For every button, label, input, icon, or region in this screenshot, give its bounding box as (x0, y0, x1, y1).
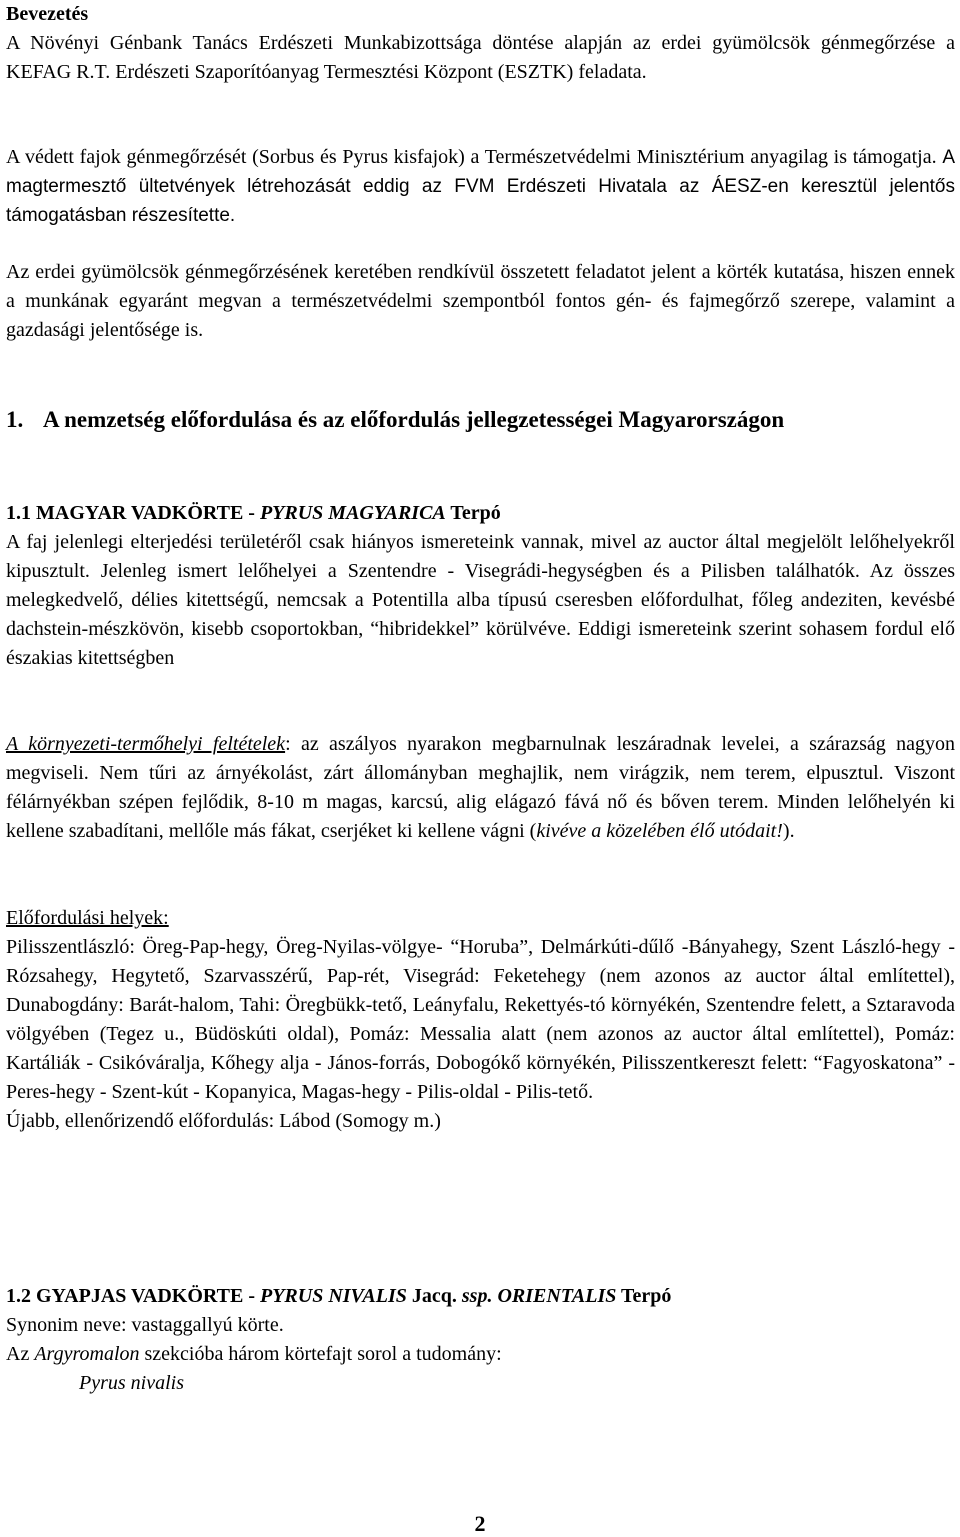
paragraph-1: A Növényi Génbank Tanács Erdészeti Munkabizottsága döntése alapján az erdei gyümölcsök génmegőrzése a KEFAG R.T. Erdészeti Szaporítóanyag Termesztési Központ (ESZTK) feladata. (6, 32, 955, 83)
s11-body-b: körülvéve. Eddigi ismereteink szerint sohasem fordul elő északias kitettségben (6, 618, 955, 669)
section-1-number: 1. (6, 407, 24, 432)
p2-part-b: A magtermesztő ültetvények létrehozását eddig az FVM Erdészeti Hivatala az ÁESZ-en keresztül jelentős támogatásban részesítette. (6, 147, 955, 226)
section-1-1 (6, 499, 955, 673)
environment-paragraph (6, 730, 955, 846)
environment-text-italic: kivéve a közelében élő utódait! (536, 820, 783, 842)
environment-text-a: : az aszályos nyarakon megbarnulnak leszáradnak levelei, a szárazság nagyon megviseli. Nem tűri az árnyékolást, zárt állományban meghajlik, nem virágzik, nem terem, elpusztul. Viszont félárnyékban szépen fejlődik, 8-10 m magas, karcsú, alig elágazó fává nő és bőven terem. Minden lelőhelyén ki kellene szabadítani, mellőle más fákat, cserjéket ki kellene vágni ( (6, 733, 956, 842)
argy-b: szekcióba három körtefajt sorol a tudomány: (139, 1343, 502, 1365)
s11-body-quote: “hibridekkel” (370, 618, 480, 640)
section-1-heading (6, 403, 955, 437)
section-1-title: A nemzetség előfordulása és az előfordulás jellegzetességei Magyarországon (43, 407, 785, 432)
s11-head-a: 1.1 MAGYAR VADKÖRTE - (6, 502, 260, 524)
environment-text-b: ). (782, 820, 795, 842)
s11-head-italic: PYRUS MAGYARICA (259, 502, 446, 524)
argyromalon-line (6, 1340, 955, 1369)
intro-block (6, 0, 955, 87)
section-1-2-heading (6, 1282, 955, 1311)
occurrence-text: Pilisszentlászló: Öreg-Pap-hegy, Öreg-Nyilas-völgye- “Horuba”, Delmárkúti-dűlő -Bányahegy, Szent László-hegy - Rózsahegy, Hegytető, Szarvasszérű, Pap-rét, Visegrád: Feketehegy (nem azonos az auctor által említettel), Dunabogdány: Barát-halom, Tahi: Öregbükk-tető, Leányfalu, Rekettyés-tó környékén, Szentendre felett, a Sztaravoda völgyében (Tegez u., Büdöskúti oldal), Pomáz: Messalia alatt (nem azonos az auctor által említettel), Pomáz: Kartáliák - Csikóváralja, Kőhegy alja - János-forrás, Dobogókő környékén, Pilisszentkereszt felett: “Fagyoskatona” - Peres-hegy - Szent-kút - Kopanyica, Magas-hegy - Pilis-oldal - Pilis-tető. (6, 936, 955, 1103)
p2-part-a: A védett fajok génmegőrzését (Sorbus és Pyrus kisfajok) a Természetvédelmi Minisztérium anyagilag is támogatja. (6, 146, 943, 168)
s11-head-b: Terpó (445, 502, 501, 524)
environment-label: A környezeti-termőhelyi feltételek (6, 733, 286, 755)
s11-body-a: A faj jelenlegi elterjedési területéről csak hiányos ismereteink vannak, mivel az auctor által megjelölt lelőhelyekről kipusztult. Jelenleg ismert lelőhelyei a Szentendre - Visegrádi-hegységben és a Pilisben találhatók. Az összes melegkedvelő, délies kitettségű, nemcsak a Potentilla alba típusú cseresben előfordulhat, főleg andeziten, kevésbé dachstein-mészkövön, kisebb csoportokban, (6, 531, 955, 640)
occurrence-new: Újabb, ellenőrizendő előfordulás: Lábod (Somogy m.) (6, 1110, 441, 1132)
argy-a: Az (6, 1343, 35, 1365)
argy-italic: Argyromalon (34, 1343, 140, 1365)
s12-head-italic-2: ssp. ORIENTALIS (461, 1285, 617, 1307)
paragraph-2 (6, 143, 955, 230)
section-1-1-heading (6, 499, 955, 528)
occurrence-block (6, 904, 955, 1136)
species-list-item (6, 1369, 955, 1398)
s12-head-italic-1: PYRUS NIVALIS (259, 1285, 407, 1307)
paragraph-3: Az erdei gyümölcsök génmegőrzésének keretében rendkívül összetett feladatot jelent a körték kutatása, hiszen ennek a munkának egyaránt megvan a természetvédelmi szempontból fontos gén- és fajmegőrző szerepe, valamint a gazdasági jelentősége is. (6, 261, 955, 341)
heading-intro: Bevezetés (6, 3, 89, 25)
section-1-1-body (6, 528, 955, 673)
occurrence-label: Előfordulási helyek: (6, 907, 169, 929)
s12-head-a: 1.2 GYAPJAS VADKÖRTE - (6, 1285, 260, 1307)
species-1: Pyrus nivalis (79, 1372, 184, 1394)
section-1-2 (6, 1282, 955, 1398)
page-number: 2 (474, 1511, 486, 1536)
s12-head-b: Jacq. (406, 1285, 462, 1307)
synonym-line: Synonim neve: vastaggallyú körte. (6, 1314, 284, 1336)
s12-head-c: Terpó (616, 1285, 672, 1307)
